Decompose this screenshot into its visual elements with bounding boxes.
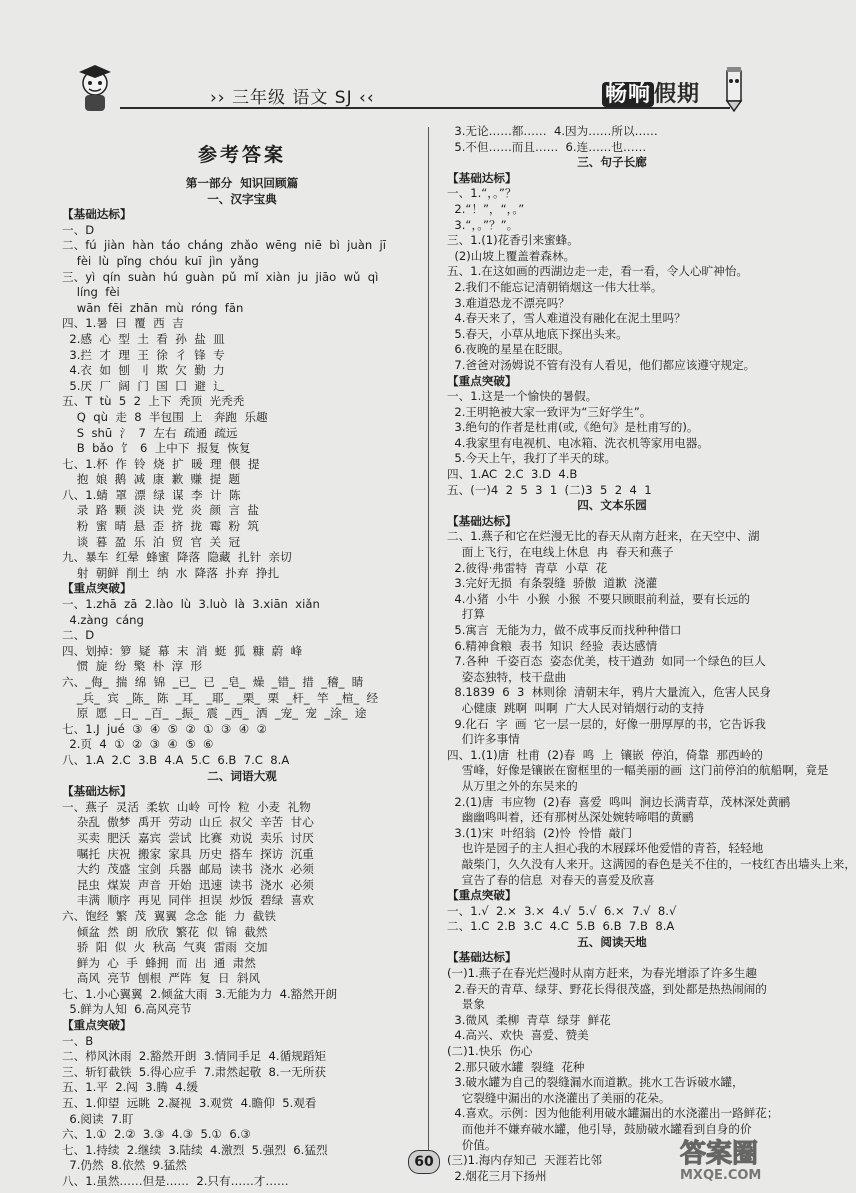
- answer-line: B bǎo 饣 6 上中下 报复 恢复: [62, 441, 251, 456]
- answer-line: 4.小猪 小牛 小猴 小猴 不要只顾眼前利益，要有长远的: [447, 591, 750, 606]
- answer-line: 三、yì qín suàn hú guàn pǔ mǐ xiàn ju jiāo wǔ qì: [62, 269, 379, 284]
- answer-line: 一、D: [62, 222, 95, 237]
- answer-line: 幽幽鸣叫着，还有那树丛深处婉转啼唱的黄鹂: [447, 810, 694, 825]
- answer-line: 2.王明艳被大家一致评为“三好学生”。: [447, 404, 652, 419]
- answer-line: 八、1.蜻 罩 漂 绿 谋 李 计 陈: [62, 487, 241, 502]
- answer-line: 7.仍然 8.依然 9.猛然: [62, 1158, 187, 1173]
- answer-line: 面上飞行，在电线上休息 冉 春天和燕子: [447, 545, 674, 560]
- answer-line: _兵_ 宾 _陈_ 陈 _耳_ _耶_ _栗_ 栗 _杆_ 竿 _楦_ 经: [62, 690, 379, 705]
- subsection-label: 【基础达标】: [447, 170, 517, 185]
- answer-line: 五、1.在这如画的西湖边走一走，看一看，令人心旷神怡。: [447, 264, 748, 279]
- answer-line: wān fēi zhān mù róng fān: [62, 300, 244, 315]
- page-title: 参考答案: [197, 144, 286, 166]
- answer-line: 九、暴车 红晕 蜂蜜 降落 隐藏 扎针 亲切: [62, 550, 292, 565]
- answer-line: 价值。: [447, 1137, 497, 1152]
- answer-line: 3.拦 才 理 王 徐 彳 锋 专: [62, 347, 225, 362]
- answer-line: 6.阅读 7.盯: [62, 1111, 134, 1126]
- answer-line: 3.(1)宋 叶绍翁 (2)怜 怜惜 敲门: [447, 825, 633, 840]
- section-heading: 二、词语大观: [207, 768, 277, 783]
- subsection-label: 【重点突破】: [62, 581, 132, 596]
- section-heading: 五、阅读天地: [577, 934, 647, 949]
- answer-line: 2.彼得·弗雷特 青草 小草 花: [447, 560, 608, 575]
- answer-line: 二、栉风沐雨 2.豁然开朗 3.情同手足 4.循规蹈矩: [62, 1049, 326, 1064]
- answer-line: 七、1.杯 作 铃 烧 扩 暖 理 偎 提: [62, 456, 260, 471]
- answer-line: 七、1.J jué ③ ④ ⑤ ② ① ③ ④ ②: [62, 721, 267, 736]
- subsection-label: 【基础达标】: [62, 784, 132, 799]
- answer-line: 杂乱 傲梦 禹开 劳动 山丘 叔父 辛苦 甘心: [62, 815, 314, 830]
- section-heading: 三、句子长廊: [577, 155, 647, 170]
- answer-line: 2.烟花三月下扬州: [447, 1168, 547, 1183]
- answer-line: 9.化石 字 画 它一层一层的，好像一册厚厚的书，它告诉我: [447, 716, 766, 731]
- answer-line: 7.爸爸对汤姆说不管有没有人看见，他们都应该遵守规定。: [447, 357, 756, 372]
- subsection-label: 【重点突破】: [447, 373, 517, 388]
- answer-line: 3.微风 柔柳 青草 绿芽 鲜花: [447, 1012, 611, 1027]
- left-answer-column: [62, 136, 422, 1190]
- answer-line: 八、1.A 2.C 3.B 4.A 5.C 6.B 7.C 8.A: [62, 752, 290, 767]
- answer-line: 一、1.zhā zā 2.lào lù 3.luò là 3.xiān xiǎn: [62, 597, 320, 612]
- subsection-label: 【重点突破】: [447, 888, 517, 903]
- answer-line: 一、燕子 灵活 柔软 山岭 可怜 粒 小麦 礼物: [62, 799, 311, 814]
- watermark-main: 答案圈: [680, 1139, 759, 1169]
- section-heading: 四、文本乐园: [577, 498, 647, 513]
- subsection-label: 【重点突破】: [62, 1018, 132, 1033]
- answer-line: líng fèi: [62, 285, 120, 300]
- answer-line: (一)1.燕子在春光烂漫时从南方赶来，为春光增添了许多生趣: [447, 966, 757, 981]
- answer-line: 高风 亮节 刨根 严阵 复 日 斜风: [62, 971, 261, 986]
- answer-line: 5.鲜为人知 6.高风亮节: [62, 1002, 192, 1017]
- answer-line: 三、1.(1)花香引来蜜蜂。: [447, 233, 579, 248]
- answer-line: 射 朝鲜 削土 纳 水 降落 扑弃 挣扎: [62, 565, 280, 580]
- answer-line: 2.(1)唐 韦应物 (2)春 喜爱 鸣叫 涧边长满青草，茂林深处黄鹂: [447, 794, 791, 809]
- page-header: [60, 55, 760, 125]
- answer-line: 二、1.燕子和它在烂漫无比的春天从南方赶来，在天空中、湖: [447, 529, 760, 544]
- answer-line: 二、D: [62, 628, 95, 643]
- brand-logo: [602, 77, 700, 108]
- answer-line: (二)1.快乐 伤心: [447, 1044, 533, 1059]
- answer-line: 雪峰，好像是镶嵌在窗框里的一幅美丽的画 这门前停泊的航船啊，竟是: [447, 763, 829, 778]
- answer-line: 一、B: [62, 1033, 94, 1048]
- answer-line: 五、1.仰望 远眺 2.凝视 3.观赏 4.瞻仰 5.观看: [62, 1096, 317, 1111]
- answer-line: 买卖 肥沃 嘉宾 尝试 比赛 劝说 卖乐 讨厌: [62, 830, 314, 845]
- answer-line: 一、1.这是一个愉快的暑假。: [447, 389, 598, 404]
- answer-line: 惯 旋 纷 檠 朴 淳 形: [62, 659, 203, 674]
- answer-line: 4.我家里有电视机、电冰箱、洗衣机等家用电器。: [447, 435, 709, 450]
- answer-line: 而他并不嫌弃破水罐，他引导，鼓励破水罐看到自身的价: [447, 1122, 752, 1136]
- answer-line: 五、(一)4 2 5 3 1 (二)3 5 2 4 1: [447, 482, 652, 497]
- answer-line: 3.“，。”？”。: [447, 217, 519, 232]
- answer-line: 二、1.C 2.B 3.C 4.C 5.B 6.B 7.B 8.A: [447, 919, 675, 934]
- answer-line: 5.不但……而且…… 6.连……也……: [447, 139, 647, 154]
- subsection-label: 【基础达标】: [447, 513, 517, 528]
- answer-line: 3.完好无损 有条裂缝 骄傲 道歉 浇灌: [447, 576, 658, 591]
- pencil-mascot-icon: [720, 65, 748, 113]
- answer-line: 六、_侮_ 揣 绵 锦 _已_ 已 _皂_ 燥 _错_ 措 _稽_ 睛: [62, 675, 364, 689]
- answer-line: 粉 蜜 晴 悬 歪 挤 拢 霉 粉 筑: [62, 519, 260, 534]
- answer-line: 6.夜晚的星星在眨眼。: [447, 342, 570, 357]
- answer-line: (2)山坡上覆盖着森林。: [447, 248, 576, 263]
- page-number: 60: [408, 1150, 440, 1174]
- answer-line: 姿态独特，枝干盘曲: [447, 669, 567, 684]
- answer-line: 五、1.平 2.闯 3.腾 4.缓: [62, 1080, 198, 1095]
- answer-line: 谈 暮 盈 乐 泊 贸 官 关 冠: [62, 534, 241, 549]
- answer-line: 丰满 顺序 再见 同伴 担误 炒饭 碧绿 喜欢: [62, 893, 314, 908]
- answer-line: S shū 氵 7 左右 疏通 疏远: [62, 425, 238, 440]
- watermark-sub: MXQE.COM: [680, 1168, 762, 1183]
- answer-line: 8.1839 6 3 林则徐 清朝末年，鸦片大量流入，危害人民身: [447, 685, 772, 700]
- answer-line: 4.zàng cáng: [62, 612, 144, 627]
- answer-line: 录 路 颗 淡 诀 党 炎 颜 言 盐: [62, 503, 260, 518]
- answer-line: 倾盆 然 朗 欣欣 繁花 似 锦 截然: [62, 924, 268, 939]
- subsection-label: 【基础达标】: [447, 950, 517, 965]
- answer-line: 2.“！”，“，。”: [447, 201, 525, 216]
- answer-line: 4.衣 如 刨 刂 欺 欠 勤 力: [62, 363, 225, 378]
- answer-line: 4.喜欢。示例：因为他能利用破水罐漏出的水浇灌出一路鲜花；: [447, 1106, 779, 1121]
- answer-line: 四、1.暑 曰 覆 西 吉: [62, 316, 184, 331]
- answer-line: 大约 茂盛 宝剑 兵器 邮局 读书 浇水 必须: [62, 862, 314, 877]
- brand-part-1: 畅响: [602, 82, 654, 107]
- answer-line: 5.厌 厂 阔 门 国 囗 避 辶: [62, 378, 225, 393]
- answer-line: 四、划掉：箩 疑 幕 末 消 蜓 狐 糠 蔚 峰: [62, 643, 303, 658]
- watermark-logo: [680, 1140, 800, 1190]
- answer-line: 二、fú jiàn hàn táo cháng zhǎo wēng niē bì juàn jī: [62, 238, 386, 253]
- answer-line: 三、斩钉截铁 5.得心应手 7.肃然起敬 8.一无所获: [62, 1064, 326, 1079]
- answer-line: 六、1.① 2.② 3.③ 4.③ 5.① 6.③: [62, 1127, 251, 1142]
- answer-line: 5.春天，小草从地底下探出头来。: [447, 326, 628, 341]
- answer-line: 从万里之外的东吴来的: [447, 778, 578, 793]
- answer-line: 2.页 4 ① ② ③ ④ ⑤ ⑥: [62, 737, 214, 752]
- answer-line: 3.无论……都…… 4.因为……所以……: [447, 124, 658, 138]
- answer-line: 宣告了春的信息 对春天的喜爱及欣喜: [447, 872, 655, 887]
- answer-line: 3.难道恐龙不漂亮吗？: [447, 295, 570, 310]
- answer-line: 心健康 跳啊 叫啊 广大人民对销烟行动的支持: [447, 700, 705, 715]
- answer-line: 3.绝句的作者是杜甫(或,《绝句》是杜甫写的)。: [447, 420, 699, 435]
- answer-line: 6.精神食粮 表书 知识 经验 表达感情: [447, 638, 658, 653]
- answer-line: 原 愿 _日_ _百_ _振_ 震 _西_ 洒 _宠_ 宠 _涂_ 途: [62, 706, 367, 721]
- answer-line: 们许多事情: [447, 732, 520, 747]
- answer-line: Q qù 走 8 半包围 上 奔跑 乐趣: [62, 409, 268, 424]
- part-heading: 第一部分 知识回顾篇: [185, 176, 299, 190]
- answer-line: (三)1.海内存知己 天涯若比邻: [447, 1153, 603, 1168]
- answer-line: 一、1.√ 2.× 3.× 4.√ 5.√ 6.× 7.√ 8.√: [447, 903, 677, 918]
- answer-line: 2.感 心 型 土 看 孙 盐 皿: [62, 331, 225, 346]
- answer-line: 2.春天的青草、绿芽、野花长得很茂盛，到处都是热热闹闹的: [447, 981, 767, 996]
- answer-line: 敲柴门，久久没有人来开。这满园的春色是关不住的，一枝红杏出墙头上来，: [447, 856, 856, 871]
- answer-line: 打算: [447, 607, 485, 622]
- answer-line: 五、T tù 5 2 上下 秃顶 光秃秃: [62, 394, 245, 409]
- answer-line: 3.破水罐为自己的裂缝漏水而道歉。挑水工告诉破水罐，: [447, 1075, 744, 1090]
- answer-line: 七、1.持续 2.继续 3.陆续 4.激烈 5.强烈 6.猛烈: [62, 1142, 328, 1157]
- answer-line: 5.寓言 无能为力，做不成事反而找种种借口: [447, 623, 682, 637]
- answer-line: 也许是园子的主人担心我的木屐踩坏他爱惜的青苔，轻轻地: [447, 841, 764, 856]
- answer-line: 骄 阳 似 火 秋高 气爽 雷雨 交加: [62, 940, 268, 955]
- answer-line: 它裂缝中漏出的水浇灌出了美丽的花朵。: [447, 1090, 671, 1105]
- answer-line: 抱 娘 鹅 减 康 歉 赚 提 题: [62, 472, 241, 487]
- answer-line: 六、饱经 繁 茂 翼翼 念念 能 力 截铁: [62, 908, 276, 923]
- grade-subject-label: ›› 三年级 语文 SJ ‹‹: [210, 88, 375, 108]
- graduate-mascot-icon: [72, 63, 118, 113]
- answer-line: 4.春天来了，雪人难道没有融化在泥土里吗？: [447, 311, 686, 326]
- answer-line: 7.各种 千姿百态 姿态优美，枝干遒劲 如同一个绿色的巨人: [447, 654, 766, 669]
- brand-part-2: 假期: [654, 82, 701, 107]
- answer-line: 七、1.小心翼翼 2.倾盆大雨 3.无能为力 4.豁然开朗: [62, 986, 338, 1001]
- answer-line: 5.今天上午，我打了半天的球。: [447, 451, 617, 466]
- answer-line: 四、1.AC 2.C 3.D 4.B: [447, 467, 578, 482]
- answer-line: fèi lù pǐng chóu kuī jìn yǎng: [62, 253, 259, 268]
- answer-line: 四、1.(1)唐 杜甫 (2)春 鸣 上 镶嵌 停泊，倚靠 那西岭的: [447, 747, 763, 762]
- answer-line: 景象: [447, 997, 485, 1012]
- answer-line: 4.高兴、欢快 喜爱、赞美: [447, 1028, 589, 1043]
- answer-line: 一、1.“，。”？: [447, 186, 517, 201]
- column-divider: [428, 127, 429, 1152]
- section-heading: 一、汉字宝典: [207, 191, 277, 206]
- answer-line: 昆虫 煤炭 声音 开始 迅速 读书 浇水 必须: [62, 877, 314, 892]
- answer-line: 2.我们不能忘记清朝销烟这一伟大壮举。: [447, 279, 663, 294]
- answer-line: 鲜为 心 手 蜂拥 而 出 通 肃然: [62, 955, 256, 970]
- subsection-label: 【基础达标】: [62, 207, 132, 222]
- answer-line: 嘱托 庆祝 搬家 家具 历史 搭车 探访 沉重: [62, 846, 314, 861]
- right-answer-column: [447, 124, 856, 1184]
- answer-line: 2.那只破水罐 裂缝 花种: [447, 1059, 585, 1074]
- answer-line: 八、1.虽然……但是…… 2.只有……才……: [62, 1174, 289, 1188]
